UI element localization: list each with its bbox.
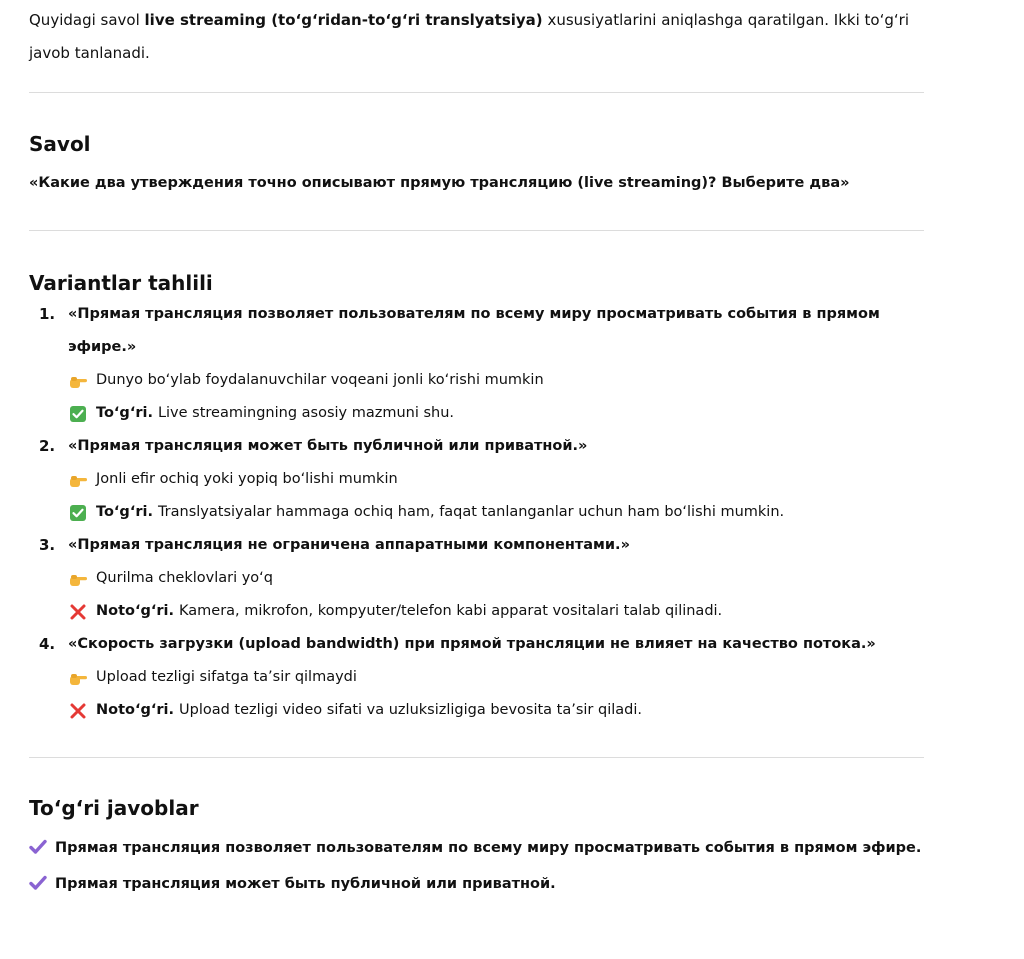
- option-verdict: [68, 595, 924, 628]
- option-hint-text: Jonli efir ochiq yoki yopiq bo‘lishi mumkin: [96, 471, 398, 487]
- option-text: «Скорость загрузки (upload bandwidth) при прямой трансляции не влияет на качество потока.»: [68, 636, 876, 652]
- answer-text: Прямая трансляция может быть публичной или приватной.: [55, 876, 556, 892]
- option-item: [29, 298, 924, 430]
- divider: [29, 757, 924, 758]
- answer-item: [29, 868, 924, 904]
- question-heading: Savol: [29, 132, 91, 156]
- option-explanation: Upload tezligi video sifati va uzluksizligiga bevosita ta’sir qiladi.: [179, 702, 642, 718]
- answers-heading: To‘g‘ri javoblar: [29, 796, 199, 820]
- option-verdict-label: Noto‘g‘ri.: [96, 603, 175, 619]
- cross-icon: [68, 602, 88, 622]
- option-verdict-label: To‘g‘ri.: [96, 405, 153, 421]
- option-text: «Прямая трансляция может быть публичной или приватной.»: [68, 438, 588, 454]
- pointing-hand-icon: [68, 668, 88, 688]
- option-verdict-label: To‘g‘ri.: [96, 504, 153, 520]
- pointing-hand-icon: [68, 569, 88, 589]
- option-number: 1.: [39, 305, 56, 323]
- check-box-icon: [68, 404, 88, 424]
- option-hint-text: Qurilma cheklovlari yo‘q: [96, 570, 273, 586]
- option-verdict-label: Noto‘g‘ri.: [96, 702, 175, 718]
- option-number: 3.: [39, 536, 56, 554]
- option-text: «Прямая трансляция позволяет пользователям по всему миру просматривать события в прямом эфире.»: [68, 306, 880, 355]
- intro-text-end: xususiyatlarini aniqlashga qaratilgan. Ikki to‘g‘ri javob tanlanadi.: [29, 11, 909, 62]
- option-item: [29, 529, 924, 628]
- option-item: [29, 628, 924, 727]
- cross-icon: [68, 701, 88, 721]
- option-verdict: [68, 397, 924, 430]
- intro-bold-text: live streaming (to‘g‘ridan-to‘g‘ri translyatsiya): [144, 11, 543, 29]
- article: [29, 4, 924, 904]
- option-explanation: Live streamingning asosiy mazmuni shu.: [157, 405, 455, 421]
- answer-text: Прямая трансляция позволяет пользователям по всему миру просматривать события в прямом эфире.: [55, 840, 922, 856]
- option-text: «Прямая трансляция не ограничена аппаратными компонентами.»: [68, 537, 630, 553]
- option-number: 4.: [39, 635, 56, 653]
- checkmark-icon: [29, 835, 49, 868]
- option-hint-text: Upload tezligi sifatga ta’sir qilmaydi: [96, 669, 357, 685]
- question-text: «Какие два утверждения точно описывают прямую трансляцию (live streaming)? Выберите два»: [29, 175, 850, 191]
- answers-list: [29, 832, 924, 904]
- pointing-hand-icon: [68, 371, 88, 391]
- option-hint: [68, 364, 924, 397]
- pointing-hand-icon: [68, 470, 88, 490]
- option-verdict: [68, 694, 924, 727]
- option-verdict: [68, 496, 924, 529]
- option-number: 2.: [39, 437, 56, 455]
- divider: [29, 92, 924, 93]
- analysis-heading: Variantlar tahlili: [29, 271, 213, 295]
- option-explanation: Translyatsiyalar hammaga ochiq ham, faqat tanlanganlar uchun ham bo‘lishi mumkin.: [157, 504, 785, 520]
- divider: [29, 230, 924, 231]
- option-hint-text: Dunyo bo‘ylab foydalanuvchilar voqeani jonli ko‘rishi mumkin: [96, 372, 544, 388]
- intro-paragraph: [29, 4, 924, 70]
- check-box-icon: [68, 503, 88, 523]
- checkmark-icon: [29, 871, 49, 904]
- option-explanation: Kamera, mikrofon, kompyuter/telefon kabi apparat vositalari talab qilinadi.: [179, 603, 723, 619]
- option-hint: [68, 463, 924, 496]
- option-hint: [68, 661, 924, 694]
- option-item: [29, 430, 924, 529]
- options-list: [29, 298, 924, 727]
- intro-text: Quyidagi savol: [29, 11, 145, 29]
- option-hint: [68, 562, 924, 595]
- answer-item: [29, 832, 924, 868]
